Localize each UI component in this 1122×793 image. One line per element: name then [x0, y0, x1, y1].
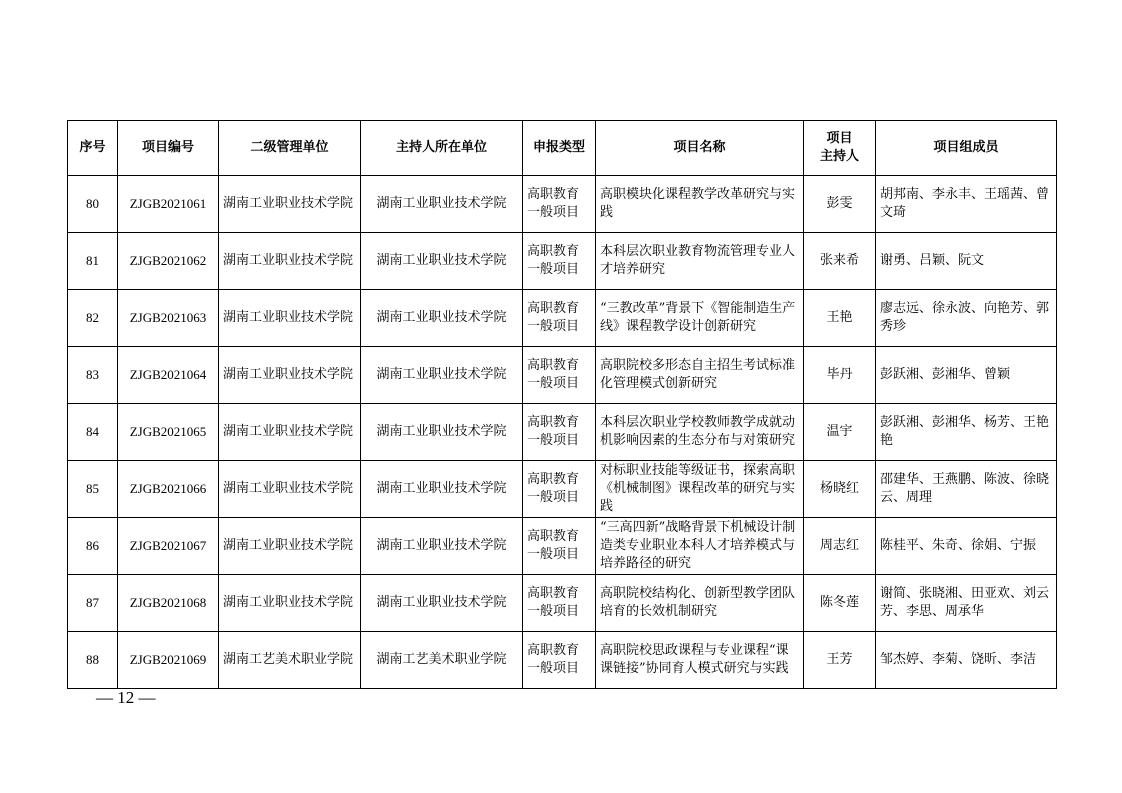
cell-host-unit: 湖南工艺美术职业学院: [361, 632, 523, 689]
cell-code: ZJGB2021067: [118, 518, 219, 575]
cell-members: 谢勇、吕颖、阮文: [876, 233, 1057, 290]
header-name: 项目名称: [596, 121, 804, 176]
cell-members: 彭跃湘、彭湘华、杨芳、王艳艳: [876, 404, 1057, 461]
cell-code: ZJGB2021065: [118, 404, 219, 461]
cell-type: 高职教育一般项目: [523, 575, 596, 632]
header-unit: 二级管理单位: [219, 121, 361, 176]
cell-members: 谢简、张晓湘、田亚欢、刘云芳、李思、周承华: [876, 575, 1057, 632]
header-type: 申报类型: [523, 121, 596, 176]
cell-seq: 83: [68, 347, 118, 404]
cell-host: 彭雯: [804, 176, 876, 233]
cell-unit: 湖南工艺美术职业学院: [219, 632, 361, 689]
table-row: [68, 461, 1057, 518]
table-row: [68, 176, 1057, 233]
cell-type: 高职教育一般项目: [523, 290, 596, 347]
cell-seq: 88: [68, 632, 118, 689]
table-row: [68, 347, 1057, 404]
cell-unit: 湖南工业职业技术学院: [219, 347, 361, 404]
cell-type: 高职教育一般项目: [523, 461, 596, 518]
cell-unit: 湖南工业职业技术学院: [219, 518, 361, 575]
table-header-row: [68, 121, 1057, 176]
table-row: [68, 290, 1057, 347]
table-row: [68, 233, 1057, 290]
cell-host-unit: 湖南工业职业技术学院: [361, 518, 523, 575]
cell-members: 廖志远、徐永波、向艳芳、郭秀珍: [876, 290, 1057, 347]
cell-seq: 84: [68, 404, 118, 461]
cell-members: 胡邦南、李永丰、王瑶茜、曾文琦: [876, 176, 1057, 233]
cell-unit: 湖南工业职业技术学院: [219, 404, 361, 461]
table-row: [68, 632, 1057, 689]
cell-members: 邹杰婷、李菊、饶昕、李洁: [876, 632, 1057, 689]
cell-name: 高职院校多形态自主招生考试标准化管理模式创新研究: [596, 347, 804, 404]
cell-type: 高职教育一般项目: [523, 233, 596, 290]
cell-seq: 82: [68, 290, 118, 347]
cell-seq: 85: [68, 461, 118, 518]
cell-members: 邵建华、王燕鹏、陈波、徐晓云、周理: [876, 461, 1057, 518]
cell-unit: 湖南工业职业技术学院: [219, 575, 361, 632]
header-host: 项目 主持人: [804, 121, 876, 176]
table-row: [68, 518, 1057, 575]
cell-type: 高职教育一般项目: [523, 632, 596, 689]
cell-host-unit: 湖南工业职业技术学院: [361, 575, 523, 632]
cell-host-unit: 湖南工业职业技术学院: [361, 461, 523, 518]
cell-host-unit: 湖南工业职业技术学院: [361, 404, 523, 461]
header-members: 项目组成员: [876, 121, 1057, 176]
cell-unit: 湖南工业职业技术学院: [219, 176, 361, 233]
cell-name: 高职模块化课程教学改革研究与实践: [596, 176, 804, 233]
cell-host: 周志红: [804, 518, 876, 575]
cell-name: 高职院校思政课程与专业课程“课课链接”协同育人模式研究与实践: [596, 632, 804, 689]
cell-host-unit: 湖南工业职业技术学院: [361, 290, 523, 347]
cell-name: “三高四新”战略背景下机械设计制造类专业职业本科人才培养模式与培养路径的研究: [596, 518, 804, 575]
cell-host-unit: 湖南工业职业技术学院: [361, 233, 523, 290]
cell-host: 温宇: [804, 404, 876, 461]
cell-name: “三教改革”背景下《智能制造生产线》课程教学设计创新研究: [596, 290, 804, 347]
cell-code: ZJGB2021063: [118, 290, 219, 347]
cell-host: 王芳: [804, 632, 876, 689]
cell-code: ZJGB2021066: [118, 461, 219, 518]
header-seq: 序号: [68, 121, 118, 176]
cell-code: ZJGB2021068: [118, 575, 219, 632]
cell-code: ZJGB2021064: [118, 347, 219, 404]
cell-host: 张来希: [804, 233, 876, 290]
header-host-unit: 主持人所在单位: [361, 121, 523, 176]
cell-members: 陈桂平、朱奇、徐娟、宁振: [876, 518, 1057, 575]
cell-code: ZJGB2021062: [118, 233, 219, 290]
cell-type: 高职教育一般项目: [523, 347, 596, 404]
page-number: — 12 —: [96, 688, 156, 707]
cell-members: 彭跃湘、彭湘华、曾颖: [876, 347, 1057, 404]
cell-seq: 86: [68, 518, 118, 575]
cell-host: 毕丹: [804, 347, 876, 404]
cell-unit: 湖南工业职业技术学院: [219, 461, 361, 518]
cell-code: ZJGB2021061: [118, 176, 219, 233]
cell-seq: 80: [68, 176, 118, 233]
cell-host: 杨晓红: [804, 461, 876, 518]
cell-name: 高职院校结构化、创新型教学团队培育的长效机制研究: [596, 575, 804, 632]
cell-seq: 87: [68, 575, 118, 632]
table-row: [68, 575, 1057, 632]
cell-unit: 湖南工业职业技术学院: [219, 290, 361, 347]
cell-type: 高职教育一般项目: [523, 176, 596, 233]
table-body: [68, 176, 1057, 689]
cell-type: 高职教育一般项目: [523, 518, 596, 575]
cell-host: 陈冬莲: [804, 575, 876, 632]
cell-host: 王艳: [804, 290, 876, 347]
cell-unit: 湖南工业职业技术学院: [219, 233, 361, 290]
project-table: [67, 120, 1057, 689]
cell-name: 本科层次职业学校教师教学成就动机影响因素的生态分布与对策研究: [596, 404, 804, 461]
cell-host-unit: 湖南工业职业技术学院: [361, 347, 523, 404]
table-row: [68, 404, 1057, 461]
cell-type: 高职教育一般项目: [523, 404, 596, 461]
header-code: 项目编号: [118, 121, 219, 176]
cell-code: ZJGB2021069: [118, 632, 219, 689]
cell-seq: 81: [68, 233, 118, 290]
cell-name: 对标职业技能等级证书，探索高职《机械制图》课程改革的研究与实践: [596, 461, 804, 518]
cell-host-unit: 湖南工业职业技术学院: [361, 176, 523, 233]
cell-name: 本科层次职业教育物流管理专业人才培养研究: [596, 233, 804, 290]
